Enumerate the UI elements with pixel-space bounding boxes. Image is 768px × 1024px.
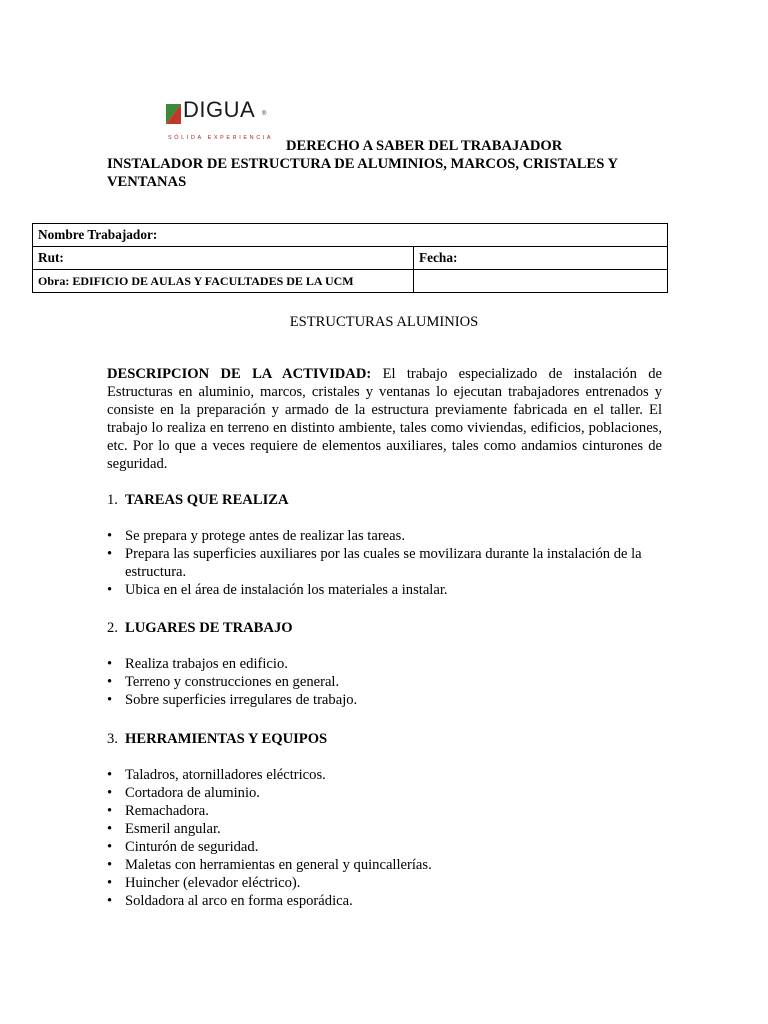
site-cell: Obra: EDIFICIO DE AULAS Y FACULTADES DE LA UCM [33,270,414,293]
worker-name-cell[interactable]: Nombre Trabajador: [33,224,668,247]
bullet-icon: • [107,692,113,708]
bullet-icon: • [107,767,113,783]
list-item: • Sobre superficies irregulares de trabajo. [107,692,358,708]
bullet-icon: • [107,893,113,909]
logo-registered: ® [262,111,267,117]
list-item: • Cinturón de seguridad. [107,839,259,855]
table-row [33,270,668,293]
activity-description [107,365,662,473]
empty-cell[interactable] [414,270,668,293]
table-row [33,247,668,270]
section-number: 2. [107,620,118,636]
section-heading-workplaces: LUGARES DE TRABAJO [125,620,293,636]
bullet-icon: • [107,546,113,562]
list-item: • Remachadora. [107,803,209,819]
digua-logo [166,97,286,141]
bullet-icon: • [107,656,113,672]
workplaces-list [107,655,662,709]
list-item: • Maletas con herramientas en general y quincallerías. [107,857,432,873]
bullet-icon: • [107,875,113,891]
document-subtitle: INSTALADOR DE ESTRUCTURA DE ALUMINIOS, MARCOS, CRISTALES Y VENTANAS [107,156,618,190]
bullet-icon: • [107,528,113,544]
description-label: DESCRIPCION DE LA ACTIVIDAD: [107,366,372,382]
section-number: 1. [107,492,118,508]
worker-info-table [32,223,668,293]
date-cell[interactable]: Fecha: [414,247,668,270]
document-title: DERECHO A SABER DEL TRABAJADOR [286,138,563,154]
list-item: • Realiza trabajos en edificio. [107,656,288,672]
list-item: • Ubica en el área de instalación los materiales a instalar. [107,582,448,598]
logo-mark-icon [166,104,181,124]
list-item: • Huincher (elevador eléctrico). [107,875,301,891]
bullet-icon: • [107,674,113,690]
section-heading-tasks: TAREAS QUE REALIZA [125,492,289,508]
bullet-icon: • [107,582,113,598]
tasks-list [107,527,662,599]
table-row [33,224,668,247]
bullet-icon: • [107,803,113,819]
logo-brand: DIGUA [183,97,256,122]
tools-list [107,766,662,910]
list-item: • Se prepara y protege antes de realizar las tareas. [107,528,405,544]
description-text: El trabajo especializado de instalación de Estructuras en aluminio, marcos, cristales y ventanas lo ejecutan trabajadores entrenados y consiste en la preparación y armado de la estructura previamente fabricada en el taller. El trabajo lo realiza en terreno en distinto ambiente, tales como viviendas, edificios, poblaciones, etc. Por lo que a veces requiere de elementos auxiliares, tales como andamios cinturones de seguridad. [107,366,662,472]
bullet-icon: • [107,839,113,855]
rut-cell[interactable]: Rut: [33,247,414,270]
list-item: • Prepara las superficies auxiliares por las cuales se movilizara durante la instalación de la estructura. [107,546,642,580]
bullet-icon: • [107,821,113,837]
bullet-icon: • [107,785,113,801]
list-item: • Cortadora de aluminio. [107,785,260,801]
list-item: • Taladros, atornilladores eléctricos. [107,767,326,783]
logo-tagline: SÓLIDA EXPERIENCIA [168,135,274,141]
section-title: ESTRUCTURAS ALUMINIOS [289,314,479,330]
bullet-icon: • [107,857,113,873]
list-item: • Esmeril angular. [107,821,221,837]
section-number: 3. [107,731,118,747]
list-item: • Terreno y construcciones en general. [107,674,340,690]
section-heading-tools: HERRAMIENTAS Y EQUIPOS [125,731,328,747]
list-item: • Soldadora al arco en forma esporádica. [107,893,353,909]
